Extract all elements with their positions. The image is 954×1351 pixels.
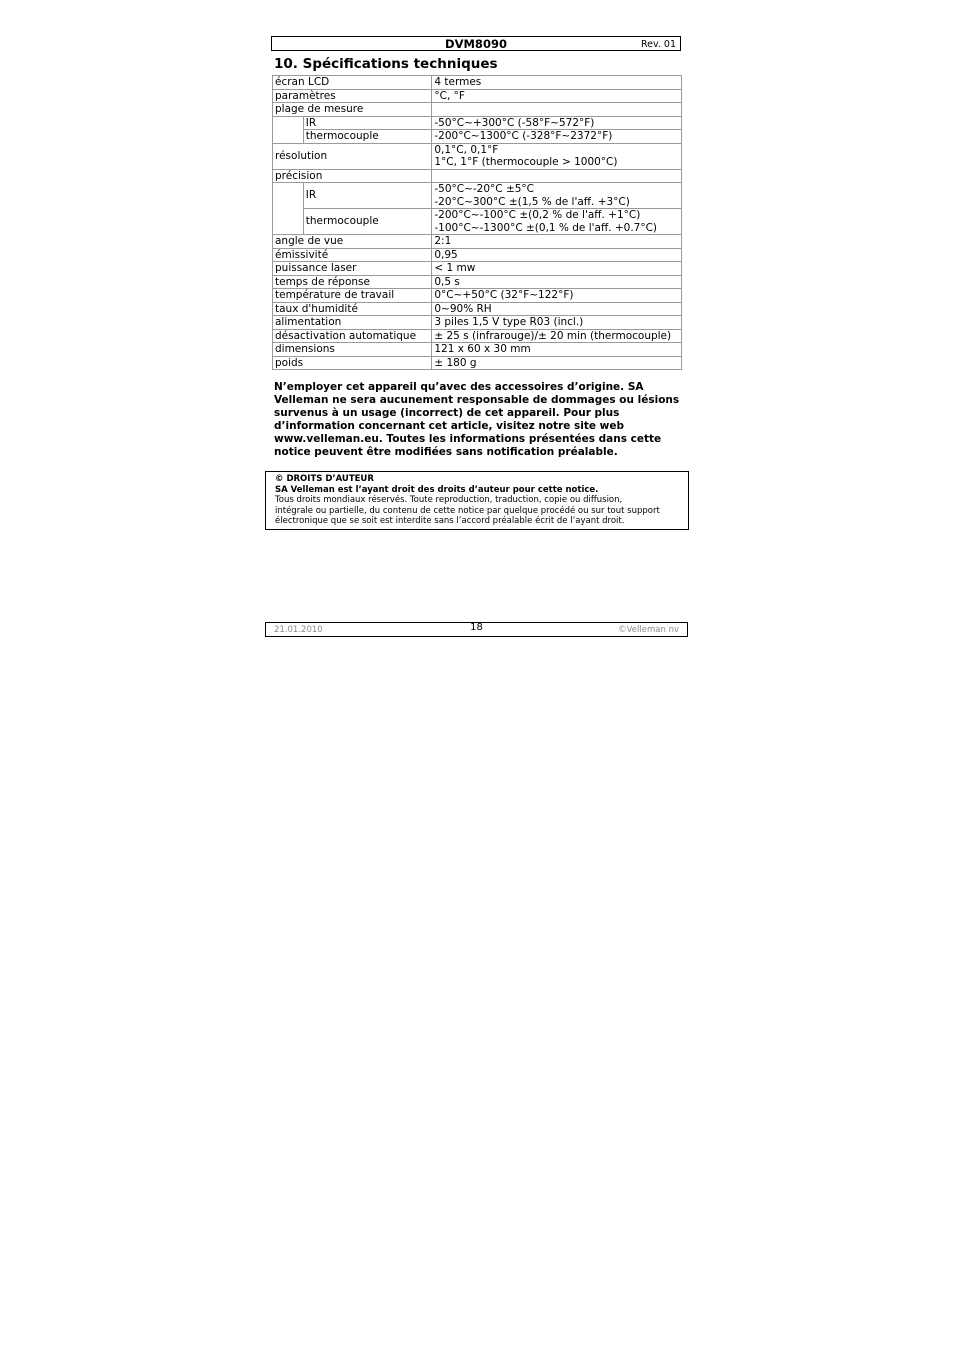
spec-label: précision: [273, 169, 432, 183]
table-row: [273, 316, 682, 330]
table-row: [273, 262, 682, 276]
spec-sublabel: thermocouple: [303, 209, 432, 235]
spec-value-line: -50°C~-20°C ±5°C: [434, 183, 535, 195]
table-row: [273, 356, 682, 370]
spec-value: 2:1: [432, 235, 682, 249]
copyright-box: [265, 471, 689, 530]
spec-value: [432, 209, 682, 235]
copyright-subtitle: SA Velleman est l’ayant droit des droits d’auteur pour cette notice.: [275, 484, 599, 495]
spec-sublabel: thermocouple: [303, 130, 432, 144]
spec-label: émissivité: [273, 248, 432, 262]
model-number: DVM8090: [445, 37, 507, 51]
revision-label: Rev. 01: [640, 39, 676, 50]
spec-sublabel: IR: [303, 183, 432, 209]
page-number: 18: [470, 622, 483, 633]
notice-line: d’information concernant cet article, visitez notre site web: [274, 419, 625, 432]
table-row: [273, 248, 682, 262]
spec-value: [432, 143, 682, 169]
spec-label: poids: [273, 356, 432, 370]
spec-value: ± 180 g: [432, 356, 682, 370]
notice-line: N’employer cet appareil qu’avec des accessoires d’origine. SA: [274, 381, 644, 393]
spec-sublabel: IR: [303, 116, 432, 130]
spec-value: 0,5 s: [432, 275, 682, 289]
spec-table: [272, 75, 682, 370]
spec-value: °C, °F: [432, 89, 682, 103]
page-header: [271, 36, 681, 51]
spec-value: < 1 mw: [432, 262, 682, 276]
spec-label: dimensions: [273, 343, 432, 357]
spec-label: paramètres: [273, 89, 432, 103]
spec-label: température de travail: [273, 289, 432, 303]
table-row: [273, 183, 682, 209]
spec-label: résolution: [273, 143, 432, 169]
table-row: [273, 103, 682, 117]
spec-value: -200°C~1300°C (-328°F~2372°F): [432, 130, 682, 144]
table-row: [273, 130, 682, 144]
table-row: [273, 116, 682, 130]
spec-value: 4 termes: [432, 76, 682, 90]
copyright-line: électronique que se soit est interdite sans l’accord préalable écrit de l’ayant droit.: [275, 516, 625, 527]
spec-label: puissance laser: [273, 262, 432, 276]
indent-cell: [273, 183, 304, 235]
table-row: [273, 343, 682, 357]
table-row: [273, 289, 682, 303]
spec-label: écran LCD: [273, 76, 432, 90]
spec-value-line: -200°C~-100°C ±(0,2 % de l'aff. +1°C): [434, 209, 641, 221]
spec-value-empty: [432, 103, 682, 117]
spec-value: 0,95: [432, 248, 682, 262]
copyright-title: © DROITS D’AUTEUR: [275, 474, 374, 484]
spec-value-line: 1°C, 1°F (thermocouple > 1000°C): [434, 156, 618, 168]
spec-label: plage de mesure: [273, 103, 432, 117]
spec-value-empty: [432, 169, 682, 183]
table-row: [273, 275, 682, 289]
table-row: [273, 235, 682, 249]
spec-value: 3 piles 1,5 V type R03 (incl.): [432, 316, 682, 330]
spec-value: -50°C~+300°C (-58°F~572°F): [432, 116, 682, 130]
spec-label: angle de vue: [273, 235, 432, 249]
table-row: [273, 209, 682, 235]
page-footer: [265, 622, 688, 637]
notice-line: survenus à un usage (incorrect) de cet appareil. Pour plus: [274, 406, 620, 419]
table-row: [273, 143, 682, 169]
spec-label: taux d'humidité: [273, 302, 432, 316]
spec-label: alimentation: [273, 316, 432, 330]
table-row: [273, 89, 682, 103]
footer-brand: ©Velleman nv: [618, 625, 679, 635]
usage-notice: [274, 381, 686, 458]
indent-cell: [273, 116, 304, 143]
spec-value-line: 0,1°C, 0,1°F: [434, 143, 499, 156]
spec-value: [432, 183, 682, 209]
spec-value: 121 x 60 x 30 mm: [432, 343, 682, 357]
notice-line: Velleman ne sera aucunement responsable de dommages ou lésions: [274, 393, 680, 406]
section-title: 10. Spécifications techniques: [274, 56, 498, 72]
table-row: [273, 329, 682, 343]
table-row: [273, 76, 682, 90]
copyright-line: Tous droits mondiaux réservés. Toute reproduction, traduction, copie ou diffusion,: [275, 495, 623, 506]
spec-label: désactivation automatique: [273, 329, 432, 343]
notice-line: notice peuvent être modifiées sans notification préalable.: [274, 445, 618, 458]
spec-value: ± 25 s (infrarouge)/± 20 min (thermocouple): [432, 329, 682, 343]
spec-value-line: -100°C~-1300°C ±(0,1 % de l'aff. +0.7°C): [434, 221, 658, 234]
table-row: [273, 302, 682, 316]
spec-label: temps de réponse: [273, 275, 432, 289]
footer-date: 21.01.2010: [274, 625, 323, 635]
notice-line: www.velleman.eu. Toutes les informations présentées dans cette: [274, 432, 662, 445]
spec-value-line: -20°C~300°C ±(1,5 % de l'aff. +3°C): [434, 195, 630, 208]
spec-value: 0°C~+50°C (32°F~122°F): [432, 289, 682, 303]
copyright-line: intégrale ou partielle, du contenu de cette notice par quelque procédé ou sur tout support: [275, 505, 660, 516]
table-row: [273, 169, 682, 183]
spec-value: 0~90% RH: [432, 302, 682, 316]
